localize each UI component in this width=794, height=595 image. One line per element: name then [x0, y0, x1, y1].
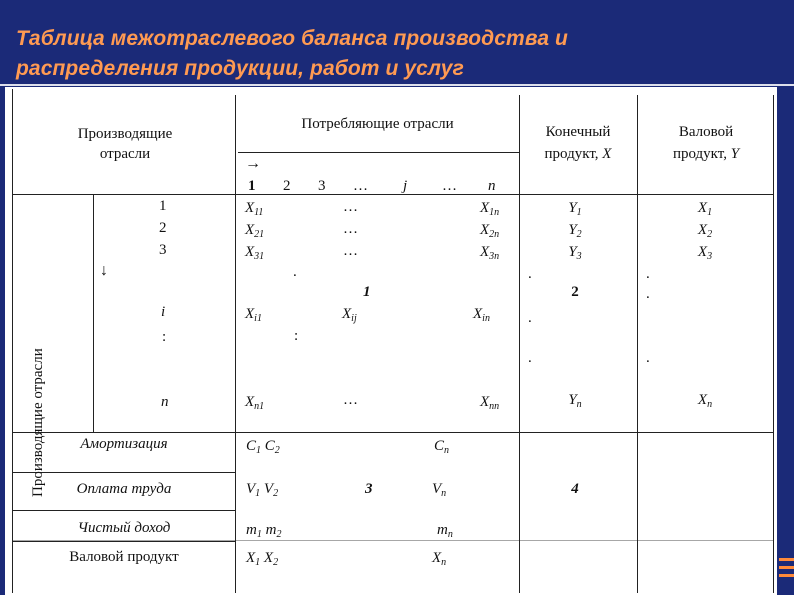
- quadrant-3-label: 3: [365, 481, 373, 497]
- table-border-left: [12, 89, 13, 593]
- accent-bar: [779, 574, 794, 577]
- cell-dot: .: [293, 264, 297, 280]
- cell-c1-c2: $C_1$ $C_2$: [246, 438, 280, 456]
- row-label-gross-product: Валовой продукт: [69, 549, 179, 565]
- cell-ellipsis: …: [343, 392, 358, 408]
- slide-title-line-2: распределения продукции, работ и услуг: [16, 57, 464, 80]
- cell-colon: :: [294, 328, 299, 344]
- cell-x1n: $X_{1n}$: [480, 200, 500, 218]
- cell-gross-x1: $X_1$: [697, 200, 713, 218]
- column-number-n: n: [488, 178, 496, 194]
- cell-gross-xn: $X_n$: [697, 392, 713, 410]
- table-divider-producing: [235, 95, 236, 593]
- final-product-header-line-2: продукт, X: [544, 146, 612, 162]
- cell-x3n: $X_{3n}$: [480, 244, 500, 262]
- row-label-labor-pay: Оплата труда: [76, 481, 172, 497]
- column-number-2: 2: [283, 178, 291, 194]
- line-above-value-added: [13, 432, 774, 433]
- table-border-right: [773, 95, 774, 593]
- slide-header: [0, 0, 794, 86]
- balance-table-scan: [5, 87, 777, 595]
- arrow-right-icon: →: [245, 155, 261, 172]
- cell-x1-x2: $X_1$ $X_2$: [246, 550, 279, 568]
- cell-dot: .: [528, 350, 532, 366]
- row-number-2: 2: [159, 220, 167, 236]
- final-product-header-line-1: Конечный: [545, 124, 611, 140]
- cell-gross-x2: $X_2$: [697, 222, 713, 240]
- cell-ellipsis: …: [343, 243, 358, 259]
- row-colon: :: [162, 329, 167, 345]
- cell-ellipsis: …: [343, 199, 358, 215]
- arrow-down-icon: ↓: [100, 262, 108, 279]
- table-divider-final: [519, 95, 520, 593]
- cell-dot: .: [528, 266, 532, 282]
- row-number-1: 1: [159, 198, 167, 214]
- line-under-header: [13, 194, 774, 195]
- quadrant-4-label: 4: [571, 481, 579, 497]
- header-divider: [0, 84, 794, 86]
- column-ellipsis: …: [353, 178, 368, 194]
- gross-product-header-line-2: продукт, Y: [672, 146, 740, 162]
- column-ellipsis: …: [442, 178, 457, 194]
- cell-ellipsis: …: [343, 221, 358, 237]
- cell-m1-m2: $m_1$ $m_2$: [246, 522, 282, 540]
- slide-title-line-1: Таблица межотраслевого баланса производства и: [16, 27, 568, 50]
- row-label-amortization: Амортизация: [80, 436, 168, 452]
- cell-x11: $X_{11}$: [245, 200, 264, 218]
- row-number-n: n: [161, 394, 169, 410]
- quadrant-2-label: 2: [571, 284, 579, 300]
- accent-bar: [779, 566, 794, 569]
- row-number-i: i: [161, 304, 166, 320]
- gross-product-header-line-1: Валовой: [678, 124, 734, 140]
- column-number-3: 3: [318, 178, 326, 194]
- row-number-3: 3: [159, 242, 167, 258]
- cell-xij: $X_{ij}$: [342, 306, 357, 324]
- row-label-net-income: Чистый доход: [77, 520, 171, 536]
- cell-xn-bottom: $X_n$: [432, 550, 447, 568]
- cell-x2n: $X_{2n}$: [480, 222, 500, 240]
- cell-dot: .: [646, 266, 650, 282]
- cell-y2: $Y_2$: [568, 222, 582, 240]
- producing-header-line-1: Производящие: [77, 126, 173, 142]
- cell-xin: $X_{in}$: [473, 306, 490, 324]
- accent-bar: [779, 558, 794, 561]
- cell-x21: $X_{21}$: [245, 222, 265, 240]
- slide-title: [16, 24, 786, 84]
- column-number-1: 1: [248, 178, 256, 194]
- cell-yn: $Y_n$: [568, 392, 582, 410]
- cell-y1: $Y_1$: [568, 200, 582, 218]
- quadrant-1-label: 1: [363, 284, 371, 300]
- line-row-income-faint: [13, 540, 774, 541]
- column-number-j: j: [403, 178, 408, 194]
- cell-xi1: $X_{i1}$: [245, 306, 262, 324]
- cell-y3: $Y_3$: [568, 244, 582, 262]
- producing-vertical-label: Производящие отрасли: [30, 348, 46, 497]
- cell-gross-x3: $X_3$: [697, 244, 713, 262]
- cell-mn: $m_n$: [437, 522, 453, 540]
- cell-v1-v2: $V_1$ $V_2$: [246, 481, 279, 499]
- cell-dot: .: [646, 286, 650, 302]
- table-divider-gross: [637, 95, 638, 593]
- line-row-income: [13, 541, 236, 542]
- line-under-consuming-header: [238, 152, 520, 153]
- line-row-labor: [13, 510, 236, 511]
- cell-dot: .: [646, 350, 650, 366]
- table-divider-rownum: [93, 194, 94, 432]
- cell-vn: $V_n$: [432, 481, 447, 499]
- cell-cn: $C_n$: [434, 438, 450, 456]
- cell-dot: .: [528, 310, 532, 326]
- cell-xnn: $X_{nn}$: [480, 394, 500, 412]
- producing-header-line-2: отрасли: [99, 146, 151, 162]
- cell-xn1: $X_{n1}$: [245, 394, 265, 412]
- cell-x31: $X_{31}$: [245, 244, 265, 262]
- consuming-header: Потребляющие отрасли: [301, 116, 454, 132]
